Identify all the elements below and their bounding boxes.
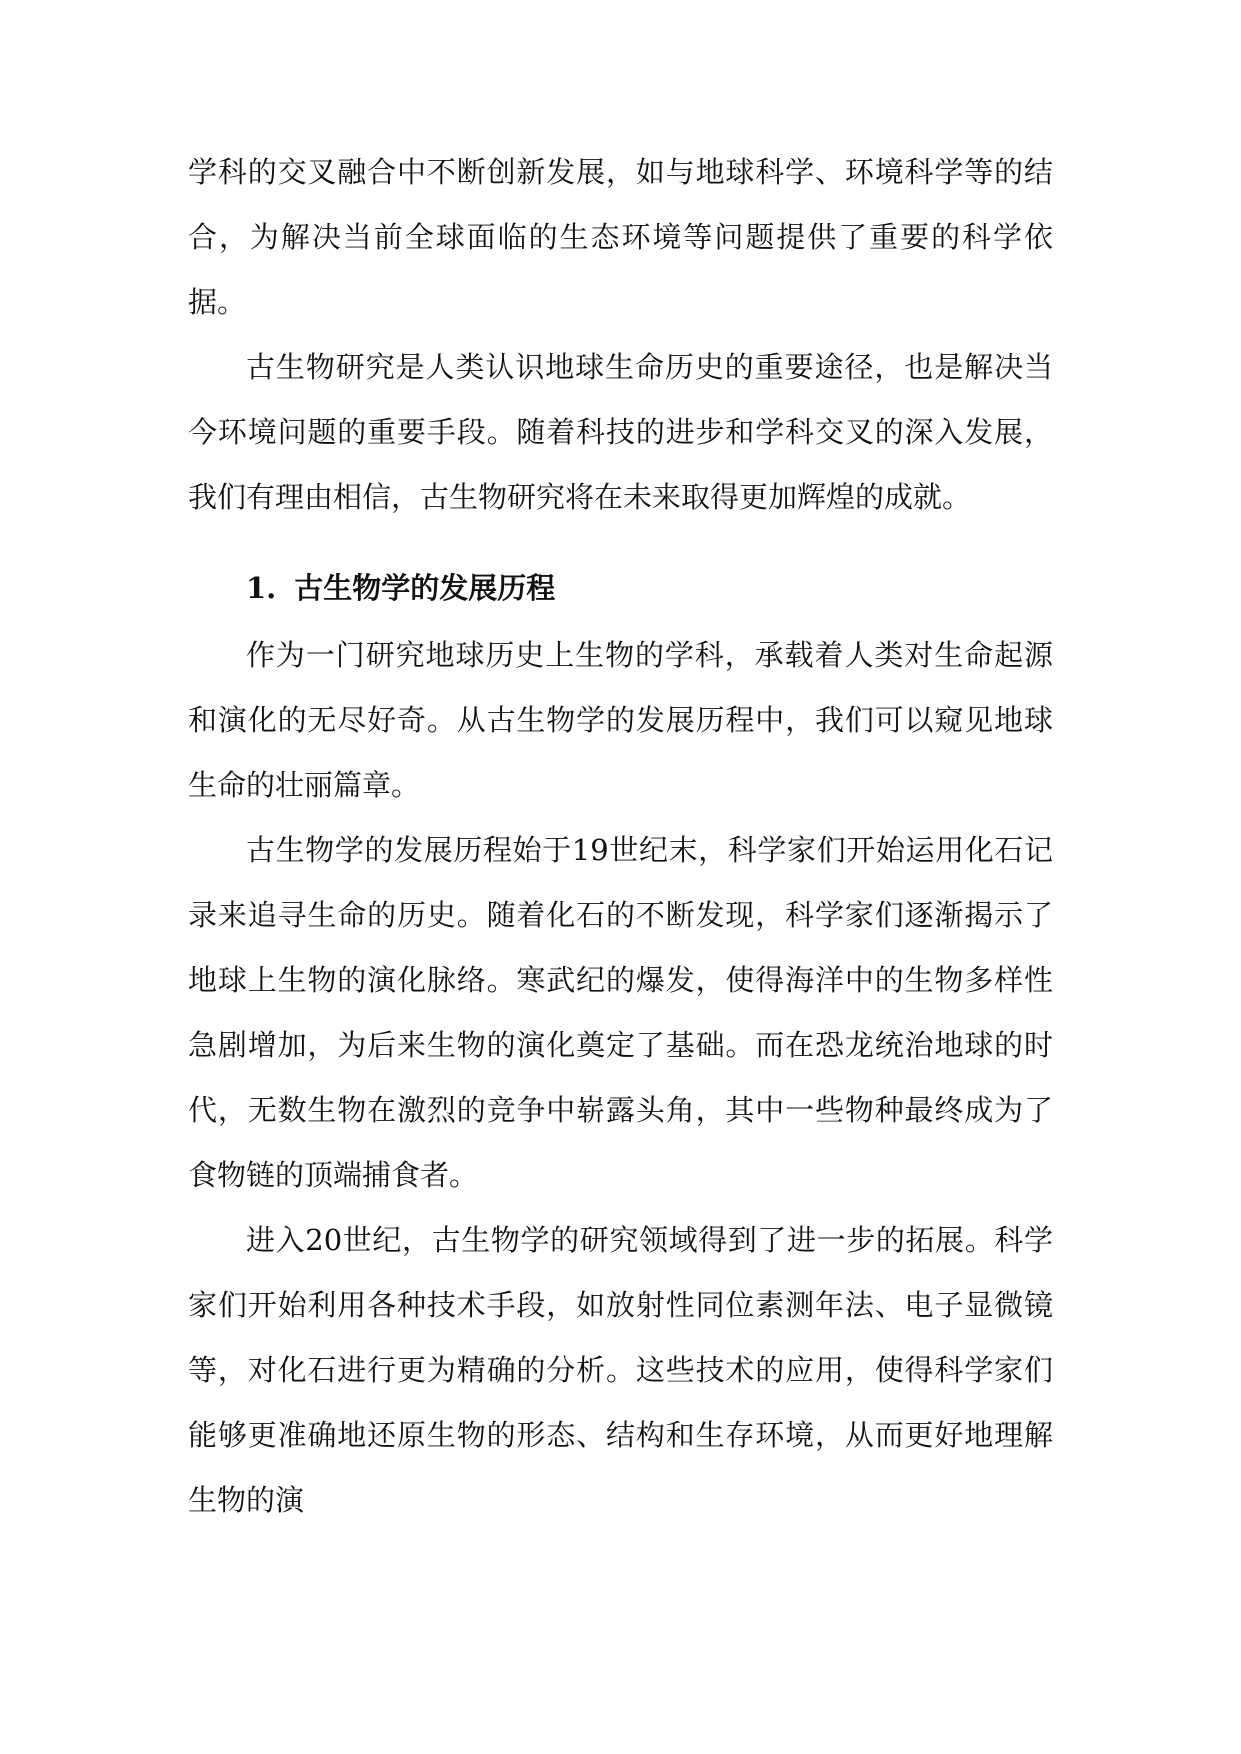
paragraph-intro: 作为一门研究地球历史上生物的学科，承载着人类对生命起源和演化的无尽好奇。从古生物学的发展历程中，我们可以窥见地球生命的壮丽篇章。 — [188, 638, 1053, 802]
paragraph-continued: 学科的交叉融合中不断创新发展，如与地球科学、环境科学等的结合，为解决当前全球面临的生态环境等问题提供了重要的科学依据。 — [188, 155, 1053, 319]
section-heading — [188, 556, 1053, 621]
paragraph-conclusion: 古生物研究是人类认识地球生命历史的重要途径，也是解决当今环境问题的重要手段。随着科技的进步和学科交叉的深入发展，我们有理由相信，古生物研究将在未来取得更加辉煌的成就。 — [188, 350, 1053, 514]
section-number: 1. — [246, 571, 277, 605]
paragraph-20th-century: 进入20世纪，古生物学的研究领域得到了进一步的拓展。科学家们开始利用各种技术手段，如放射性同位素测年法、电子显微镜等，对化石进行更为精确的分析。这些技术的应用，使得科学家们能够更准确地还原生物的形态、结构和生存环境，从而更好地理解生物的演 — [188, 1223, 1053, 1517]
section-title: 古生物学的发展历程 — [294, 571, 556, 605]
document-page — [188, 140, 1053, 1533]
paragraph-19th-century: 古生物学的发展历程始于19世纪末，科学家们开始运用化石记录来追寻生命的历史。随着化石的不断发现，科学家们逐渐揭示了地球上生物的演化脉络。寒武纪的爆发，使得海洋中的生物多样性急剧增加，为后来生物的演化奠定了基础。而在恐龙统治地球的时代，无数生物在激烈的竞争中崭露头角，其中一些物种最终成为了食物链的顶端捕食者。 — [188, 833, 1053, 1192]
